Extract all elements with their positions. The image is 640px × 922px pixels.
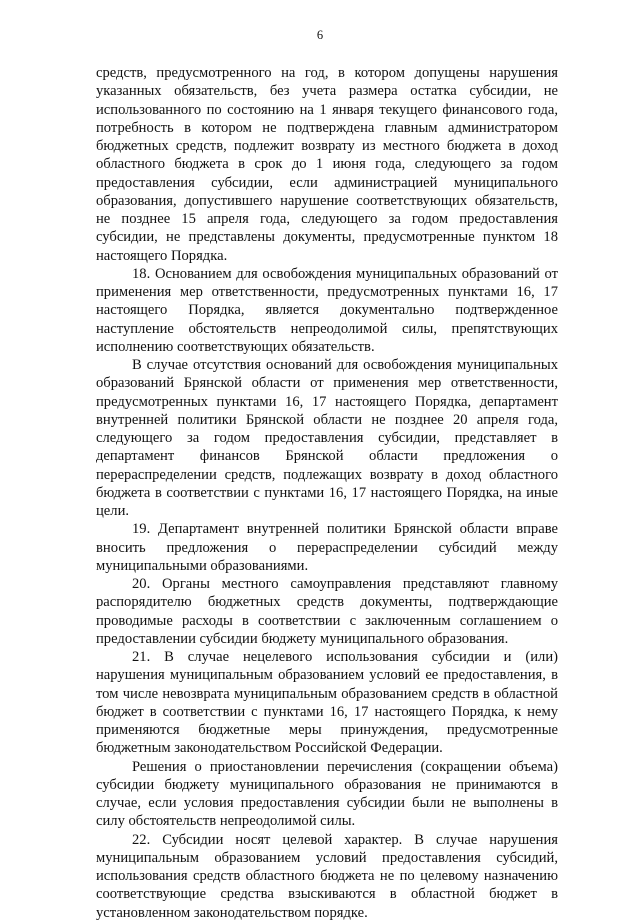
paragraph-continuation: средств, предусмотренного на год, в котором допущены нарушения указанных обязательств, без учета размера остатка субсидии, не использованного по состоянию на 1 января текущего финансового года, потребность в котором не подтверждена главным администратором бюджетных средств, подлежит возврату из местного бюджета в доход областного бюджета в срок до 1 июня года, следующего за годом предоставления субсидии, если администрацией муниципального образования, допустившего нарушение соответствующих обязательств, не позднее 15 апреля года, следующего за годом предоставления субсидии, не представлены документы, предусмотренные пунктом 18 настоящего Порядка. xyxy=(96,65,558,264)
paragraph-item-19: 19. Департамент внутренней политики Брянской области вправе вносить предложения о перераспределении субсидий между муниципальными образованиями. xyxy=(96,521,558,574)
page-number: 6 xyxy=(316,28,324,42)
paragraph-item-21: 21. В случае нецелевого использования субсидии и (или) нарушения муниципальным образованием условий ее предоставления, в том числе невозврата муниципальным образованием средств в областной бюджет в соответствии с пунктами 16, 17 настоящего Порядка, к нему применяются бюджетные меры принуждения, предусмотренные бюджетным законодательством Российской Федерации. xyxy=(96,649,558,757)
paragraph-item-18: 18. Основанием для освобождения муниципальных образований от применения мер ответственности, предусмотренных пунктами 16, 17 настоящего Порядка, является документально подтвержденное наступление обстоятельств непреодолимой силы, препятствующих исполнению соответствующих обязательств. xyxy=(96,265,558,355)
paragraph-item-22: 22. Субсидии носят целевой характер. В случае нарушения муниципальным образованием условий предоставления субсидий, использования средств областного бюджета не по целевому назначению соответствующие средства взыскиваются в областной бюджет в установленном законодательством порядке. xyxy=(96,831,558,921)
paragraph-suspension-decisions: Решения о приостановлении перечисления (сокращении объема) субсидии бюджету муниципального образования не принимаются в случае, если условия предоставления субсидии были не выполнены в силу обстоятельств непреодолимой силы. xyxy=(96,758,558,830)
paragraph-no-grounds: В случае отсутствия оснований для освобождения муниципальных образований Брянской области от применения мер ответственности, предусмотренных пунктами 16, 17 настоящего Порядка, департамент внутренней политики Брянской области не позднее 20 апреля года, следующего за годом предоставления субсидии, представляет в департамент финансов Брянской области предложения о перераспределении средств, подлежащих возврату в доход областного бюджета в соответствии с пунктами 16, 17 настоящего Порядка, на иные цели. xyxy=(96,357,558,519)
paragraph-item-20: 20. Органы местного самоуправления представляют главному распорядителю бюджетных средств документы, подтверждающие проводимые расходы в соответствии с заключенным соглашением о предоставлении субсидии бюджету муниципального образования. xyxy=(96,576,558,647)
document-body xyxy=(96,64,558,922)
